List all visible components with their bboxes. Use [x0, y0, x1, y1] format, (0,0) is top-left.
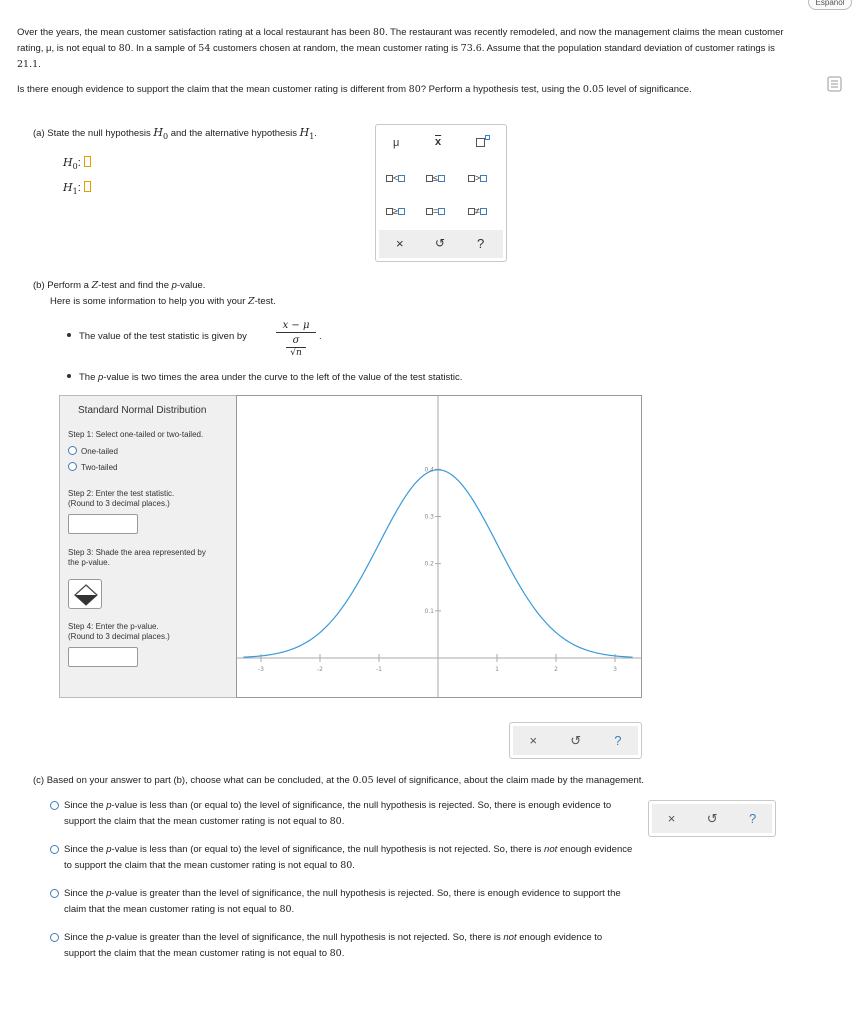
not-equal-button[interactable]: ≠ [468, 206, 487, 216]
two-tailed-option[interactable]: Two-tailed [68, 462, 117, 473]
palette-actions [379, 230, 503, 258]
x-tick-label: -2 [317, 666, 323, 673]
less-than-button[interactable]: < [386, 173, 405, 183]
alt-hypothesis-row: $H_1$: [63, 181, 91, 196]
conclusion-option-2[interactable]: Since the p-value is less than (or equal to) the level of significance, the null hypothesis is not rejected. So, there is not enough evidence to support the claim that the mean customer rating is not equal to 80. [50, 842, 634, 874]
option-3-radio[interactable] [50, 889, 59, 898]
superscript-button[interactable] [476, 135, 490, 148]
symbol-palette [375, 124, 507, 262]
normal-distribution-panel [59, 395, 237, 698]
step1-label: Step 1: Select one-tailed or two-tailed. [68, 430, 204, 439]
step3-label: Step 3: Shade the area represented by the p-value. [68, 548, 206, 567]
z-formula: x − μ σ √n [276, 320, 316, 358]
part-c-tools [648, 800, 776, 837]
clear-icon[interactable]: × [396, 236, 404, 251]
option-2-radio[interactable] [50, 845, 59, 854]
graph-tools [509, 722, 642, 759]
shade-area-button[interactable] [68, 579, 102, 609]
help-icon[interactable]: ? [749, 811, 757, 826]
conclusion-option-1[interactable]: Since the p-value is less than (or equal to) the level of significance, the null hypothesis is rejected. So, there is enough evidence to support the claim that the mean customer rating is not equal to 80. [50, 798, 634, 830]
mu-button[interactable]: μ [393, 137, 400, 149]
part-b-prompt: (b) Perform a Z-test and find the p-value. Here is some information to help you with your Z-test. [33, 280, 276, 307]
bullet-p-value: The p-value is two times the area under the curve to the left of the value of the test statistic. [67, 372, 462, 383]
conclusion-option-4[interactable]: Since the p-value is greater than the level of significance, the null hypothesis is not rejected. So, there is not enough evidence to support the claim that the mean customer rating is not equal to 80. [50, 930, 634, 962]
two-tailed-radio[interactable] [68, 462, 77, 471]
one-tailed-radio[interactable] [68, 446, 77, 455]
book-icon[interactable] [827, 76, 842, 92]
p-value-input[interactable] [68, 647, 138, 667]
greater-than-button[interactable]: > [468, 173, 487, 183]
step2-label: Step 2: Enter the test statistic. (Round to 3 decimal places.) [68, 489, 175, 508]
panel-title: Standard Normal Distribution [78, 405, 207, 416]
y-tick-label: 0.1 [424, 607, 434, 615]
test-statistic-input[interactable] [68, 514, 138, 534]
x-tick-label: 1 [495, 666, 499, 673]
undo-icon[interactable]: ↺ [706, 810, 718, 826]
language-button[interactable]: Español [808, 0, 852, 10]
xbar-button[interactable]: $\overline{x}$ [435, 136, 442, 148]
normal-curve-chart [237, 396, 641, 697]
bullet-test-statistic: The value of the test statistic is given by [67, 331, 247, 342]
y-tick-label: 0.2 [424, 560, 434, 568]
help-icon[interactable]: ? [614, 733, 622, 748]
x-tick-label: -1 [376, 666, 382, 673]
clear-icon[interactable]: × [667, 811, 676, 826]
part-c-prompt: (c) Based on your answer to part (b), choose what can be concluded, at the 0.05 level of significance, about the claim made by the management. [33, 775, 645, 786]
y-tick-label: 0.4 [424, 466, 434, 474]
shade-tool-icon [69, 580, 103, 610]
greater-equal-button[interactable]: ≥ [386, 206, 405, 216]
option-4-radio[interactable] [50, 933, 59, 942]
x-tick-label: 3 [613, 666, 617, 673]
alt-hypothesis-input[interactable] [84, 181, 91, 192]
y-tick-label: 0.3 [424, 513, 434, 521]
part-a-prompt: (a) State the null hypothesis $H_0$ and the alternative hypothesis $H_1$. [33, 126, 317, 141]
null-hypothesis-input[interactable] [84, 156, 91, 167]
x-tick-label: -3 [258, 666, 264, 673]
undo-icon[interactable]: ↺ [435, 236, 446, 250]
equal-button[interactable]: = [426, 206, 445, 216]
null-hypothesis-row: $H_0$: [63, 156, 91, 171]
less-equal-button[interactable]: ≤ [426, 173, 445, 183]
x-tick-label: 2 [554, 666, 558, 673]
clear-icon[interactable]: × [529, 733, 538, 748]
problem-statement: Over the years, the mean customer satisfaction rating at a local restaurant has been 80. The restaurant was recently remodeled, and now the management claims the mean customer rating, μ, is not equal to 80. In a sample of 54 customers chosen at random, the mean customer rating is 73.6. Assume that the population standard deviation of customer ratings is 21.1. [17, 27, 784, 70]
one-tailed-option[interactable]: One-tailed [68, 446, 118, 457]
problem-question: Is there enough evidence to support the claim that the mean customer rating is different from 80? Perform a hypothesis test, using the 0.05 level of significance. [17, 84, 692, 95]
normal-curve-graph[interactable] [236, 395, 642, 698]
option-1-radio[interactable] [50, 801, 59, 810]
help-icon[interactable]: ? [477, 236, 485, 251]
conclusion-option-3[interactable]: Since the p-value is greater than the level of significance, the null hypothesis is rejected. So, there is enough evidence to support the claim that the mean customer rating is not equal to 80. [50, 886, 634, 918]
step4-label: Step 4: Enter the p-value. (Round to 3 decimal places.) [68, 622, 170, 641]
undo-icon[interactable]: ↺ [570, 732, 582, 748]
